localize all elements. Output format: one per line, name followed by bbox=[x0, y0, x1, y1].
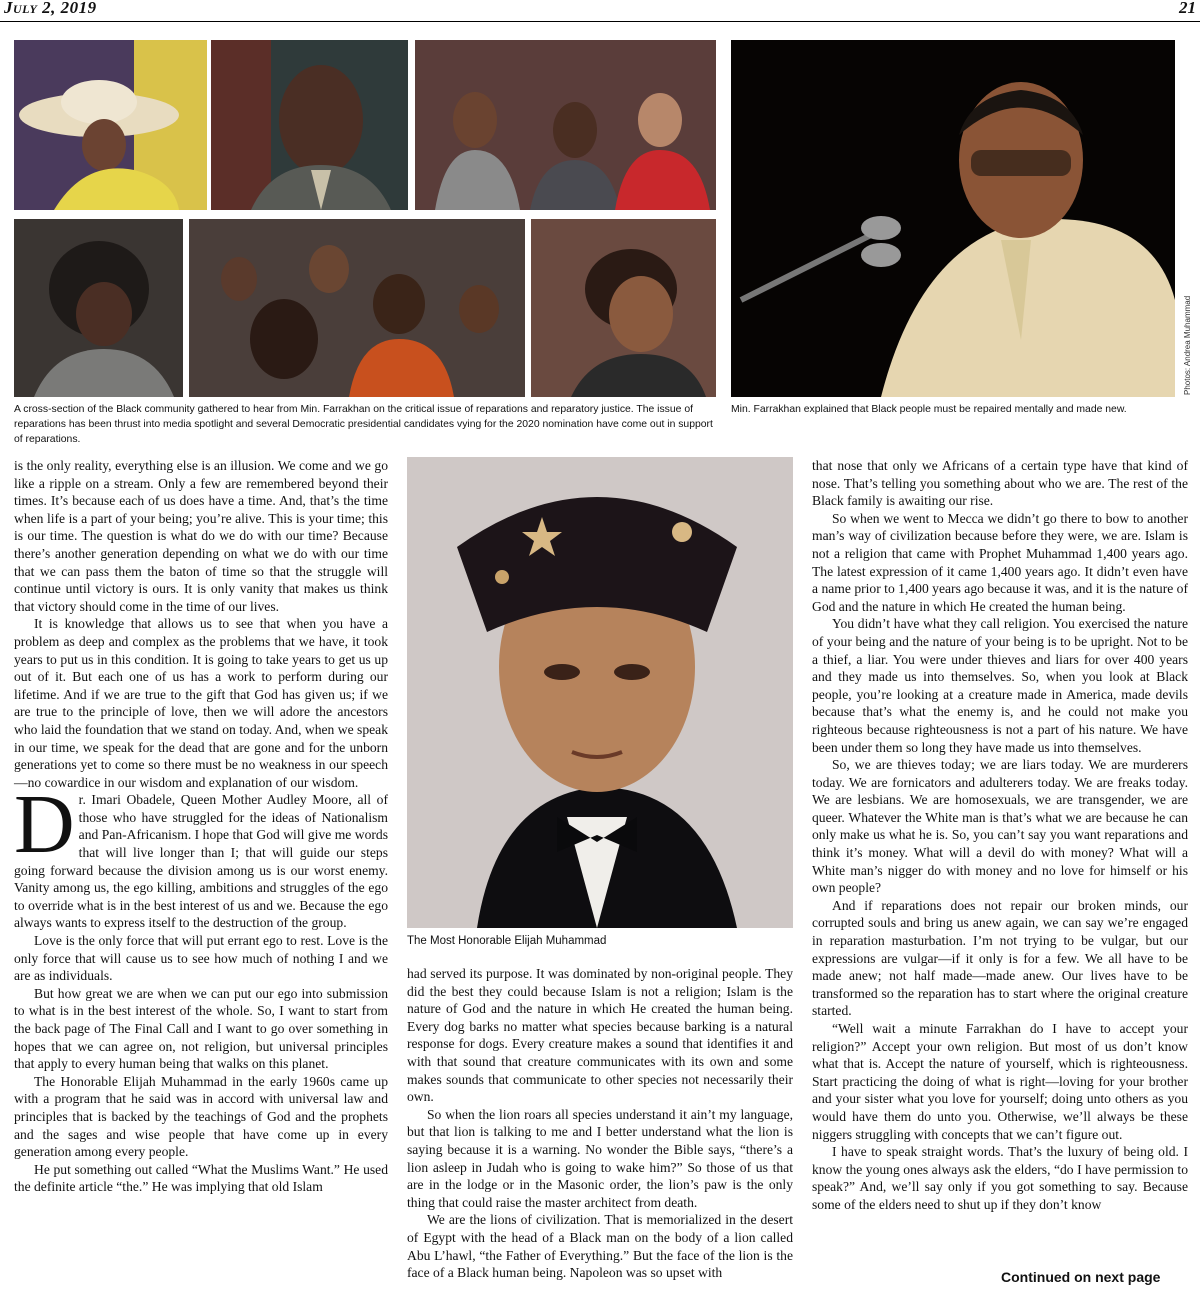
paragraph: We are the lions of civilization. That is memorialized in the desert of Egypt with the head of a Black man on the body of a lion called Abu L’hawl, “the Father of Everything.” But the face of the lion is the face of a Black human being. Napoleon was so upset with bbox=[407, 1212, 793, 1281]
page-number: 21 bbox=[1179, 0, 1196, 17]
paragraph: So when the lion roars all species understand it ain’t my language, but that lion is talking to me and I better understand what the lion is saying because it is a warning. No wonder the Bible says, “there’s a lion asleep in Judah who is going to wake him?” So those of us that are in the lodge or in the Masonic order, the lion’s paw is the only thing that could raise the master architect from death. bbox=[407, 1106, 793, 1210]
paragraph: had served its purpose. It was dominated by non-original people. They did the best they could because Islam is not a religion; Islam is the nature of God and the nature in which He created the human being. Every dog barks no matter what species because barking is a natural response for dogs. Every creature makes a sound that identifies it and with that sound that creature communicates with its own and some makes sounds that communicate to other species not necessarily their own. bbox=[407, 966, 793, 1105]
paragraph: The Honorable Elijah Muhammad in the early 1960s came up with a program that he said was in accord with universal law and principles that is backed by the teachings of God and the prophets and the sages and wise people that have come up in every generation among every people. bbox=[14, 1073, 388, 1160]
dropcap-paragraph bbox=[14, 778, 388, 932]
issue-date: July 2, 2019 bbox=[4, 0, 97, 17]
article-column-1 bbox=[14, 457, 388, 1196]
paragraph-text: r. Imari Obadele, Queen Mother Audley Moore, all of those who have struggled for the ideas of Nationalism and Pan-Africanism. I hope that God will give me words that will live longer than I; that will guide our steps going forward because the division among us is our worst enemy. Vanity among us, the ego killing, ambitions and struggles of the ego to override what is in the best interest of us and we. Because the ego always wants to express itself to the destruction of the group. bbox=[14, 792, 388, 931]
drop-cap: D bbox=[14, 778, 75, 872]
audience-photo-woman-hat bbox=[14, 40, 207, 210]
audience-photo-young-men bbox=[415, 40, 716, 210]
paragraph: that nose that only we Africans of a certain type have that kind of nose. That’s telling you something about who we are. The rest of the Black family is awaiting our rise. bbox=[812, 458, 1188, 509]
paragraph: He put something out called “What the Muslims Want.” He used the definite article “the.” He was implying that old Islam bbox=[14, 1161, 388, 1195]
paragraph: And if reparations does not repair our broken minds, our corrupted souls and bring us anew again, we can say we’re engaged in reparation masturbation. I’m not trying to be vulgar, but our expressions are vulgar—if it only is for a few. We all have to be made anew; not half made—made anew. Our lives have to be transformed so the reparation has to start where the original creature started. bbox=[812, 897, 1188, 1019]
portrait-caption: The Most Honorable Elijah Muhammad bbox=[407, 935, 607, 947]
paragraph: “Well wait a minute Farrakhan do I have to accept your religion?” Accept your own religion. But most of us don’t know what that is. Accept the nature of yourself, which is righteousness. Start practicing the doing of what is right—loving for your brother and your sister what you love for yourself; doing unto others as you would have them do unto you. Otherwise, we’ll always be these niggers struggling with concepts that we can’t figure out. bbox=[812, 1021, 1188, 1142]
paragraph: You didn’t have what they call religion. You exercised the nature of your being and the nature of your being is to be upright. Not to be a thief, a liar. You were under thieves and liars for over 400 years and they made us into themselves. So, when you look at Black people, you’re looking at a creature made in America, made devils because that’s what the enemy is, and he could not make you righteous because righteousness is not a part of his nature. We have been under them so long they have made us into themselves. bbox=[812, 616, 1188, 755]
paragraph: So, we are thieves today; we are liars today. We are murderers today. We are fornicators and adulterers today. We are freaks today. We are lesbians. We are homosexuals, we are transgender, we are queer. Whatever the White man is that’s what we are because he can only make us what he is. So, you can’t say you want reparations and think it’s money. What will a devil do with money? What will a White man’s nigger do with money and no love for himself or his own people? bbox=[812, 757, 1188, 896]
article-column-2 bbox=[407, 965, 793, 1282]
speaker-photo bbox=[731, 40, 1175, 397]
paragraph: It is knowledge that allows us to see that when you have a problem as deep and complex as the problems that we have, it took years to put us in this condition. It is going to take years to get us up out of it. But each one of us has a work to perform during our lifetime. And if we are true to the gift that God has given us; if we are true to the principle of love, then we will adore the ancestors who laid the foundation that we stand on today. And, when we speak in our time, we speak for the dead that are gone and for the unborn generations yet to come so there must be no weakness in our speech—no cowardice in our wisdom and explanation of our wisdom. bbox=[14, 616, 388, 790]
paragraph: Love is the only force that will put errant ego to rest. Love is the only force that will cause us to see how much of nothing I and we are as individuals. bbox=[14, 933, 388, 984]
audience-photo-smiling-woman bbox=[531, 219, 716, 397]
speaker-caption: Min. Farrakhan explained that Black people must be repaired mentally and made new. bbox=[731, 404, 1127, 415]
paragraph: But how great we are when we can put our ego into submission to what is in the best interest of the whole. So, I want to start from the back page of The Final Call and I want to go over something in hopes that we can agree on, not religion, but universal principles that apply to every human being that walks on this planet. bbox=[14, 985, 388, 1072]
paragraph: So when we went to Mecca we didn’t go there to bow to another man’s way of civilization because before they were, we are. Islam is not a religion that came with Prophet Muhammad 1,400 years ago. The latest expression of it came 1,400 years ago. It didn’t even have a name prior to 1,400 years ago because it was, and it is the nature of God and the nature in which He created the human being. bbox=[812, 510, 1188, 614]
photo-credit: Photos: Andrea Muhammad bbox=[1183, 295, 1192, 395]
elijah-muhammad-portrait bbox=[407, 457, 793, 928]
audience-photo-crowd bbox=[189, 219, 525, 397]
audience-photo-older-man bbox=[211, 40, 408, 210]
paragraph: is the only reality, everything else is an illusion. We come and we go like a ripple on a stream. Only a few are remembered beyond their times. It’s because each of us does have a time. And, that’s the time when life is a part of your being; you’re alive. This is your time; this is our time. The question is what do we do with our time? Because there’s another generation depending on what we do with our time that we can pass them the baton of time so that the struggle will continue until victory is ours. It is only vanity that makes us think that victory should come in the time of our lives. bbox=[14, 458, 388, 614]
page-header bbox=[0, 0, 1200, 22]
paragraph: I have to speak straight words. That’s the luxury of being old. I know the young ones always ask the elders, “do I have permission to speak?” And, we’ll say only if you got something to say. Because some of the elders need to shut up if they don’t know bbox=[812, 1144, 1188, 1212]
article-column-3 bbox=[812, 457, 1188, 1214]
audience-photo-thinking-man bbox=[14, 219, 183, 397]
audience-caption: A cross-section of the Black community gathered to hear from Min. Farrakhan on the critical issue of reparations and reparatory justice. The issue of reparations has been thrust into media spotlight and several Democratic presidential candidates vying for the 2020 nomination have come out in support of reparations. bbox=[14, 404, 713, 445]
continued-notice: Continued on next page bbox=[1001, 1269, 1161, 1285]
